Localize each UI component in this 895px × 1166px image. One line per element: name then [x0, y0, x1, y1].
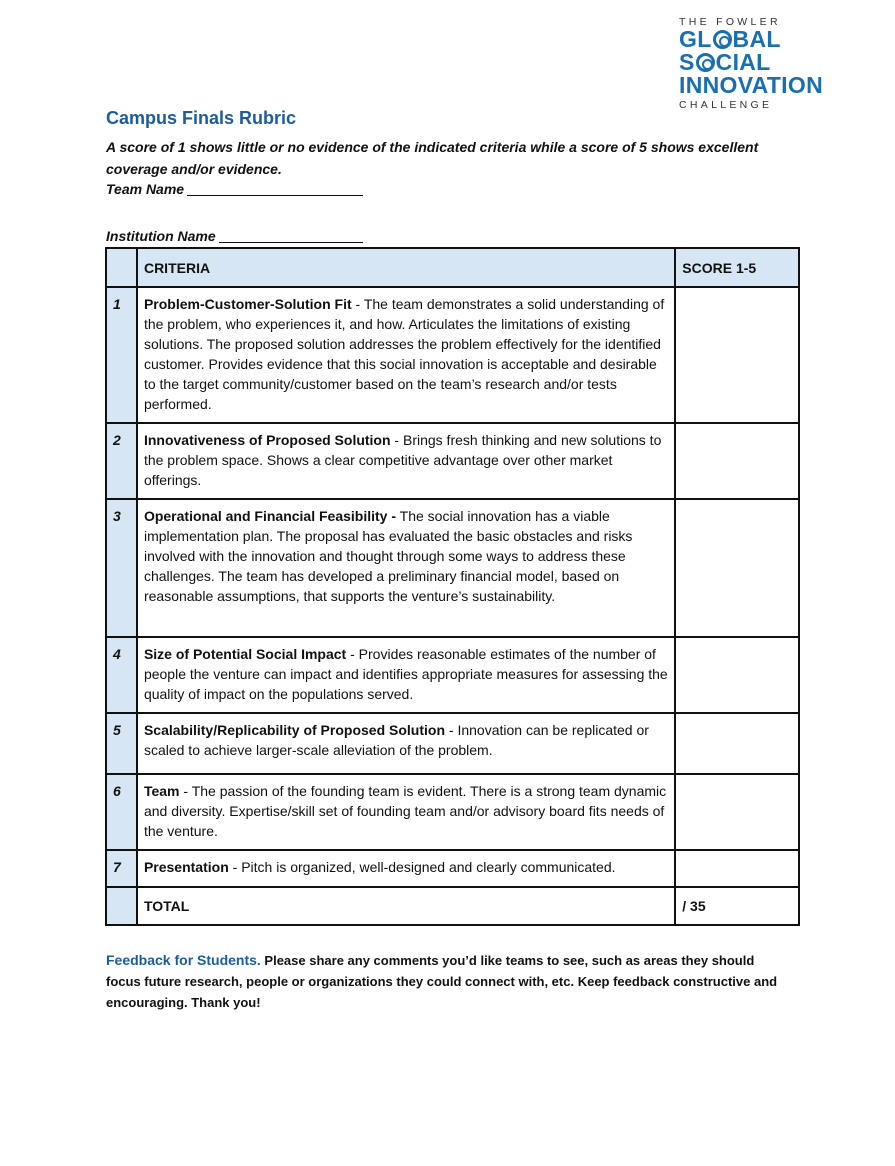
header-score: SCORE 1-5 — [675, 248, 799, 287]
criteria-description: - Brings fresh thinking and new solutions to the problem space. Shows a clear competitive advantage over other market offerings. — [143, 432, 662, 488]
feedback-label: Feedback for Students. — [106, 952, 261, 968]
team-name-field[interactable] — [106, 181, 363, 197]
logo-line-the-fowler: THE FOWLER — [679, 16, 781, 28]
total-label: TOTAL — [137, 887, 675, 925]
table-row — [106, 499, 799, 637]
score-cell[interactable] — [675, 637, 799, 713]
logo-o-icon — [713, 30, 732, 49]
rubric-table — [105, 247, 800, 926]
score-cell[interactable] — [675, 713, 799, 774]
logo-line-global — [679, 28, 829, 51]
logo-line-innovation: INNOVATION — [679, 72, 823, 98]
total-row — [106, 887, 799, 925]
row-number: 4 — [106, 637, 137, 713]
team-name-blank[interactable] — [187, 181, 363, 196]
score-cell[interactable] — [675, 287, 799, 423]
feedback-instructions: Please share any comments you’d like teams to see, such as areas they should focus future research, people or organizations they could connect with, etc. Keep feedback constructive and encouraging. Thank you! — [106, 953, 778, 1010]
team-name-label: Team Name — [106, 181, 185, 197]
row-criteria — [137, 774, 675, 850]
table-row — [106, 423, 799, 499]
row-number: 2 — [106, 423, 137, 499]
total-score[interactable]: / 35 — [675, 887, 799, 925]
logo-line-challenge: CHALLENGE — [679, 99, 773, 111]
table-row — [106, 637, 799, 713]
score-cell[interactable] — [675, 774, 799, 850]
table-row — [106, 850, 799, 887]
criteria-title: Problem-Customer-Solution Fit — [143, 296, 352, 312]
logo-text: BAL — [732, 26, 781, 52]
logo-text: GL — [679, 26, 712, 52]
logo-line-social — [679, 51, 829, 74]
criteria-title: Innovativeness of Proposed Solution — [143, 432, 391, 448]
institution-name-label: Institution Name — [106, 228, 216, 244]
feedback-section — [106, 950, 786, 1013]
row-number: 5 — [106, 713, 137, 774]
institution-name-field[interactable] — [106, 228, 363, 244]
row-criteria — [137, 637, 675, 713]
row-criteria — [137, 287, 675, 423]
criteria-title: Presentation — [143, 859, 229, 875]
row-criteria — [137, 850, 675, 887]
criteria-description: - Innovation can be replicated or scaled to achieve larger-scale alleviation of the problem. — [143, 722, 649, 758]
criteria-description: - Pitch is organized, well-designed and clearly communicated. — [228, 859, 616, 875]
criteria-title: Team — [143, 783, 180, 799]
table-row — [106, 774, 799, 850]
row-criteria — [137, 423, 675, 499]
logo-o-icon — [696, 53, 715, 72]
row-criteria — [137, 499, 675, 637]
score-cell[interactable] — [675, 850, 799, 887]
row-number: 7 — [106, 850, 137, 887]
table-row — [106, 287, 799, 423]
score-cell[interactable] — [675, 499, 799, 637]
institution-name-blank[interactable] — [219, 228, 363, 243]
fowler-challenge-logo — [679, 16, 829, 111]
criteria-description: - The passion of the founding team is evident. There is a strong team dynamic and diversity. Expertise/skill set of founding team and/or advisory board fits needs of the venture. — [143, 783, 667, 839]
row-number: 3 — [106, 499, 137, 637]
page-title: Campus Finals Rubric — [106, 108, 297, 128]
row-number: 6 — [106, 774, 137, 850]
criteria-description: The social innovation has a viable implementation plan. The proposal has evaluated the basic obstacles and risks involved with the innovation and thought through some ways to address these challenges. The team has developed a preliminary financial model, based on reasonable assumptions, that supports the venture’s sustainability. — [143, 508, 633, 604]
criteria-title: Scalability/Replicability of Proposed Solution — [143, 722, 446, 738]
logo-text: S — [679, 49, 695, 75]
rubric-intro: A score of 1 shows little or no evidence of the indicated criteria while a score of 5 shows excellent coverage and/or evidence. — [106, 139, 759, 177]
criteria-description: - The team demonstrates a solid understanding of the problem, who experiences it, and how. Articulates the limitations of existing solutions. The proposed solution addresses the problem effectively for the identified customer. Provides evidence that this social innovation is acceptable and desirable to the target community/customer based on the team’s research and/or tests performed. — [143, 296, 665, 412]
row-number: 1 — [106, 287, 137, 423]
criteria-title: Size of Potential Social Impact — [143, 646, 347, 662]
criteria-description: - Provides reasonable estimates of the number of people the venture can impact and identifies appropriate measures for assessing the quality of impact on the populations served. — [143, 646, 668, 702]
criteria-title: Operational and Financial Feasibility - — [143, 508, 397, 524]
table-header-row — [106, 248, 799, 287]
table-row — [106, 713, 799, 774]
score-cell[interactable] — [675, 423, 799, 499]
header-criteria: CRITERIA — [137, 248, 675, 287]
header-num-cell — [106, 248, 137, 287]
logo-text: CIAL — [715, 49, 771, 75]
total-num-cell — [106, 887, 137, 925]
row-criteria — [137, 713, 675, 774]
